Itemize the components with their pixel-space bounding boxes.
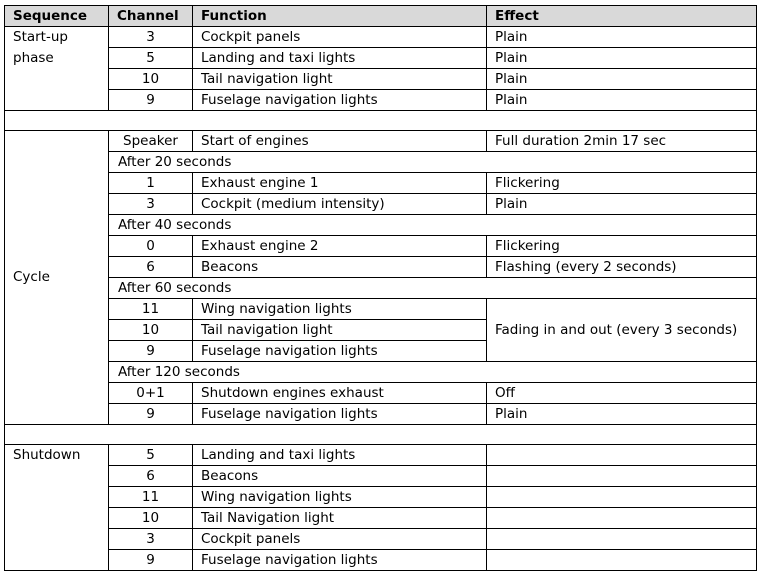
effect-cell: Plain	[487, 48, 757, 69]
channel-cell: 10	[109, 508, 193, 529]
section-after-20: After 20 seconds	[109, 152, 757, 173]
function-cell: Start of engines	[193, 131, 487, 152]
table-row	[5, 550, 757, 571]
table-row	[5, 508, 757, 529]
section-row	[5, 278, 757, 299]
table-row	[5, 529, 757, 550]
function-cell: Tail Navigation light	[193, 508, 487, 529]
effect-cell: Flickering	[487, 173, 757, 194]
effect-cell	[487, 550, 757, 571]
effect-cell: Flickering	[487, 236, 757, 257]
effect-cell: Plain	[487, 27, 757, 48]
channel-cell: 11	[109, 487, 193, 508]
channel-cell: Speaker	[109, 131, 193, 152]
effect-cell	[487, 445, 757, 466]
header-function: Function	[193, 6, 487, 27]
table-row	[5, 383, 757, 404]
function-cell: Shutdown engines exhaust	[193, 383, 487, 404]
table-row	[5, 487, 757, 508]
function-cell: Exhaust engine 1	[193, 173, 487, 194]
table-row	[5, 299, 757, 320]
channel-cell: 9	[109, 341, 193, 362]
function-cell: Cockpit (medium intensity)	[193, 194, 487, 215]
effect-cell	[487, 487, 757, 508]
channel-cell: 9	[109, 550, 193, 571]
function-cell: Fuselage navigation lights	[193, 90, 487, 111]
lighting-sequence-table	[4, 5, 757, 571]
function-cell: Tail navigation light	[193, 320, 487, 341]
section-row	[5, 362, 757, 383]
header-row	[5, 6, 757, 27]
channel-cell: 3	[109, 194, 193, 215]
channel-cell: 9	[109, 404, 193, 425]
channel-cell: 6	[109, 466, 193, 487]
channel-cell: 0	[109, 236, 193, 257]
table-row	[5, 48, 757, 69]
function-cell: Wing navigation lights	[193, 487, 487, 508]
sequence-table-container	[4, 5, 757, 571]
effect-cell	[487, 508, 757, 529]
channel-cell: 5	[109, 445, 193, 466]
table-row	[5, 69, 757, 90]
section-after-40: After 40 seconds	[109, 215, 757, 236]
channel-cell: 6	[109, 257, 193, 278]
effect-cell: Full duration 2min 17 sec	[487, 131, 757, 152]
table-row	[5, 445, 757, 466]
table-row	[5, 236, 757, 257]
channel-cell: 3	[109, 529, 193, 550]
section-after-60: After 60 seconds	[109, 278, 757, 299]
section-row	[5, 215, 757, 236]
header-effect: Effect	[487, 6, 757, 27]
section-row	[5, 152, 757, 173]
function-cell: Exhaust engine 2	[193, 236, 487, 257]
header-channel: Channel	[109, 6, 193, 27]
function-cell: Beacons	[193, 257, 487, 278]
function-cell: Fuselage navigation lights	[193, 550, 487, 571]
function-cell: Wing navigation lights	[193, 299, 487, 320]
sequence-startup-label: Start-up phase	[5, 27, 109, 111]
function-cell: Tail navigation light	[193, 69, 487, 90]
effect-cell-merged: Fading in and out (every 3 seconds)	[487, 299, 757, 362]
channel-cell: 3	[109, 27, 193, 48]
effect-cell: Plain	[487, 194, 757, 215]
function-cell: Fuselage navigation lights	[193, 341, 487, 362]
channel-cell: 10	[109, 320, 193, 341]
spacer-cell	[5, 111, 757, 131]
table-row	[5, 466, 757, 487]
channel-cell: 1	[109, 173, 193, 194]
effect-cell	[487, 529, 757, 550]
function-cell: Cockpit panels	[193, 27, 487, 48]
spacer-row	[5, 425, 757, 445]
table-row	[5, 257, 757, 278]
channel-cell: 0+1	[109, 383, 193, 404]
table-row	[5, 194, 757, 215]
effect-cell: Plain	[487, 90, 757, 111]
channel-cell: 5	[109, 48, 193, 69]
table-row	[5, 173, 757, 194]
function-cell: Fuselage navigation lights	[193, 404, 487, 425]
function-cell: Beacons	[193, 466, 487, 487]
effect-cell	[487, 466, 757, 487]
table-row	[5, 131, 757, 152]
channel-cell: 10	[109, 69, 193, 90]
table-row	[5, 90, 757, 111]
effect-cell: Plain	[487, 404, 757, 425]
channel-cell: 9	[109, 90, 193, 111]
header-sequence: Sequence	[5, 6, 109, 27]
channel-cell: 11	[109, 299, 193, 320]
effect-cell: Flashing (every 2 seconds)	[487, 257, 757, 278]
sequence-shutdown-label: Shutdown	[5, 445, 109, 571]
spacer-cell	[5, 425, 757, 445]
function-cell: Cockpit panels	[193, 529, 487, 550]
spacer-row	[5, 111, 757, 131]
section-after-120: After 120 seconds	[109, 362, 757, 383]
function-cell: Landing and taxi lights	[193, 48, 487, 69]
table-row	[5, 404, 757, 425]
sequence-cycle-label: Cycle	[5, 131, 109, 425]
effect-cell: Plain	[487, 69, 757, 90]
table-row	[5, 27, 757, 48]
function-cell: Landing and taxi lights	[193, 445, 487, 466]
effect-cell: Off	[487, 383, 757, 404]
